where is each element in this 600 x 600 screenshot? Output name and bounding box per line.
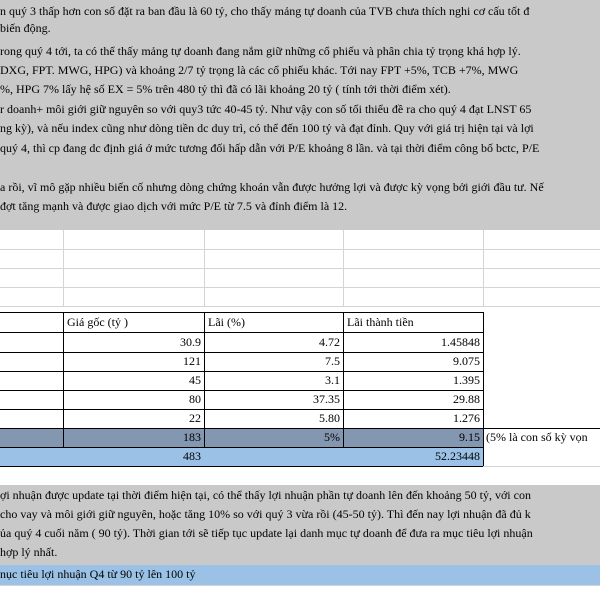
other-profit-pct-cell[interactable]: 5% (324, 430, 340, 444)
note-line[interactable]: a rồi, vĩ mô gặp nhiều biến cố nhưng dòng chứng khoán vẫn được hưởng lợi và được kỳ vọng bởi giới đầu tư. Nế (0, 180, 544, 194)
cost-cell[interactable]: 121 (183, 354, 201, 368)
header-profit-amount[interactable]: Lãi thành tiền (347, 315, 414, 329)
cost-cell[interactable]: 80 (189, 392, 201, 406)
profit-pct-cell[interactable]: 5.80 (319, 411, 340, 425)
profit-amount-cell[interactable]: 1.276 (453, 411, 480, 425)
note-line[interactable]: %, HPG 7% lấy hệ số EX = 5% trên 480 tỷ thì đã có lãi khoảng 20 tỷ ( tính tới thời điểm xét). (0, 82, 451, 96)
profit-amount-cell[interactable]: 1.45848 (441, 335, 480, 349)
profit-pct-cell[interactable]: 37.35 (313, 392, 340, 406)
cost-cell[interactable]: 30.9 (180, 335, 201, 349)
other-cost-cell[interactable]: 183 (183, 430, 201, 444)
note-line[interactable]: ủa quý 4 cuối năm ( 90 tỷ). Thời gian tới sẽ tiếp tục update lại danh mục tự doanh để đưa ra mục tiêu lợi nhuận (0, 526, 533, 540)
note-line[interactable]: ng kỳ), và nếu index cũng như dòng tiền dc duy trì, có thể đến 100 tỷ và đạt đỉnh. Quy với giá trị hiện tại và lợi (0, 121, 534, 135)
profit-amount-cell[interactable]: 1.395 (453, 373, 480, 387)
profit-amount-cell[interactable]: 29.88 (453, 392, 480, 406)
note-line[interactable]: r doanh+ môi giới giữ nguyên so với quy3 tức 40-45 tỷ. Như vậy con số tối thiểu đề ra cho quý 4 đạt LNST 65 (0, 102, 532, 116)
total-profit-pct-cell[interactable] (204, 447, 340, 466)
profit-amount-cell[interactable]: 9.075 (453, 354, 480, 368)
expectation-note[interactable]: (5% là con số kỳ vọn (486, 430, 588, 444)
total-profit-amount-cell[interactable]: 52.23448 (435, 449, 480, 463)
note-line[interactable]: DXG, FPT. MWG, HPG) và khoảng 2/7 tỷ trọng là các cổ phiếu khác. Tới nay FPT +5%, TCB +7%, MWG (0, 63, 519, 77)
cost-cell[interactable]: 45 (189, 373, 201, 387)
note-line[interactable]: n quý 3 thấp hơn con số đặt ra ban đầu là 60 tỷ, cho thấy mảng tự doanh của TVB chưa thích nghi cơ cấu tốt đ (0, 4, 530, 18)
header-cost[interactable]: Giá gốc (tỷ ) (67, 315, 128, 329)
profit-pct-cell[interactable]: 4.72 (319, 335, 340, 349)
profit-pct-cell[interactable]: 7.5 (325, 354, 340, 368)
note-line[interactable]: biến động. (0, 21, 51, 35)
note-line[interactable]: rong quý 4 tới, ta có thể thấy mảng tự doanh đang nắm giữ những cổ phiếu và phân chia tỷ trọng khá hợp lý. (0, 44, 521, 58)
header-profit-pct[interactable]: Lãi (%) (208, 315, 245, 329)
profit-pct-cell[interactable]: 3.1 (325, 373, 340, 387)
note-line[interactable]: quý 4, thì cp đang dc định giá ở mức tương đối hấp dẫn với P/E khoảng 8 lần. và tại thời điểm công bố bctc, P/E (0, 141, 540, 155)
target-note[interactable]: nục tiêu lợi nhuận Q4 từ 90 tỷ lên 100 tỷ (0, 567, 196, 581)
other-profit-amount-cell[interactable]: 9.15 (459, 430, 480, 444)
note-line[interactable]: cho vay và môi giới giữ nguyên, hoặc tăng 10% so với quý 3 vừa rồi (45-50 tỷ). Thì đến nay lợi nhuận đã đủ k (0, 507, 531, 521)
total-cost-cell[interactable]: 483 (183, 449, 201, 463)
note-line[interactable]: hợp lý nhất. (0, 545, 58, 559)
note-line[interactable]: ợi nhuận được update tại thời điểm hiện tại, có thể thấy lợi nhuận phần tự doanh lên đến khoảng 50 tỷ, với con (0, 488, 531, 502)
cost-cell[interactable]: 22 (189, 411, 201, 425)
note-line[interactable]: đợt tăng mạnh và được giao dịch với mức P/E từ 7.5 và đỉnh điểm là 12. (0, 199, 348, 213)
